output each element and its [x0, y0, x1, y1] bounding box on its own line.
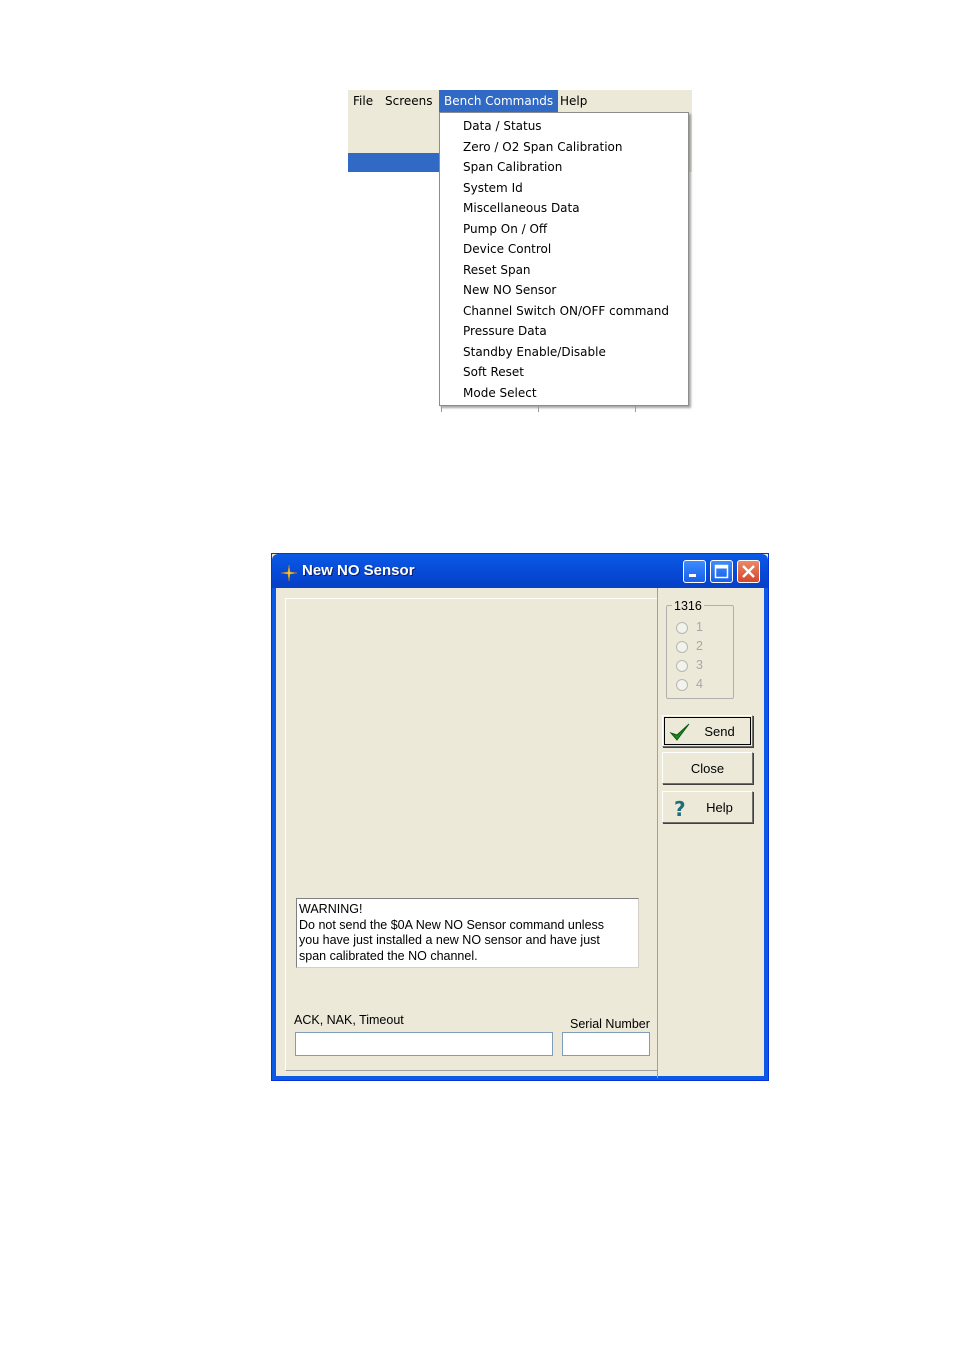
maximize-icon: [711, 561, 732, 582]
bench-commands-dropdown: [439, 112, 689, 406]
close-button-label: Close: [690, 761, 725, 776]
menu-item-mode-select[interactable]: Mode Select: [463, 385, 537, 400]
menu-bar: [348, 90, 692, 112]
menu-item-zero-o2-span-calibration[interactable]: Zero / O2 Span Calibration: [463, 139, 623, 154]
menu-item-data-status[interactable]: Data / Status: [463, 119, 542, 133]
radio-circle-icon: [676, 641, 688, 653]
help-button[interactable]: [662, 791, 753, 823]
window-frame-left: [272, 588, 276, 1080]
menu-file[interactable]: File: [353, 94, 374, 108]
send-button[interactable]: [662, 715, 753, 747]
menu-screenshot: [348, 90, 692, 412]
warning-line-2: Do not send the $0A New NO Sensor command unless: [299, 917, 605, 932]
menu-item-soft-reset[interactable]: Soft Reset: [463, 365, 525, 379]
menu-item-channel-switch[interactable]: Channel Switch ON/OFF command: [463, 303, 669, 318]
main-panel: [285, 598, 658, 1071]
radio-circle-icon: [676, 622, 688, 634]
minimize-icon: [684, 561, 705, 582]
radio-label: 1: [696, 620, 703, 634]
menu-bench-commands[interactable]: Bench Commands: [439, 90, 558, 112]
ack-label: ACK, NAK, Timeout: [294, 1013, 404, 1027]
close-window-button[interactable]: [737, 560, 760, 583]
warning-line-4: span calibrated the NO channel.: [299, 948, 478, 963]
app-sparkle-icon: [281, 565, 297, 581]
channel-radio-1[interactable]: [676, 620, 726, 636]
menu-item-span-calibration[interactable]: Span Calibration: [463, 160, 563, 174]
background-column-lines: [439, 406, 689, 412]
warning-line-3: you have just installed a new NO sensor and have just: [299, 933, 600, 947]
channel-radio-2[interactable]: [676, 639, 726, 655]
warning-line-1: WARNING!: [299, 902, 363, 916]
serial-number-field[interactable]: [562, 1032, 650, 1056]
radio-circle-icon: [676, 679, 688, 691]
menu-help[interactable]: Help: [560, 94, 588, 108]
maximize-button[interactable]: [710, 560, 733, 583]
help-button-label: Help: [706, 800, 733, 815]
menu-item-system-id[interactable]: System Id: [463, 180, 523, 195]
radio-label: 3: [696, 658, 703, 672]
dialog-title: New NO Sensor: [302, 562, 415, 579]
warning-text-box: [296, 898, 639, 968]
background-window: [348, 112, 440, 153]
channel-radio-4[interactable]: [676, 677, 726, 693]
svg-text:?: ?: [674, 797, 686, 819]
minimize-button[interactable]: [683, 560, 706, 583]
menu-item-pressure-data[interactable]: Pressure Data: [463, 324, 547, 338]
send-button-label: Send: [704, 724, 735, 739]
close-icon: [738, 561, 759, 582]
radio-label: 2: [696, 639, 703, 653]
menu-item-device-control[interactable]: Device Control: [463, 242, 552, 256]
menu-item-new-no-sensor[interactable]: New NO Sensor: [463, 283, 557, 297]
close-button[interactable]: [662, 752, 753, 784]
serial-number-label: Serial Number: [570, 1017, 650, 1031]
background-selection-bar: [348, 153, 440, 172]
menu-screens[interactable]: Screens: [385, 94, 433, 108]
menu-item-miscellaneous-data[interactable]: Miscellaneous Data: [463, 201, 580, 215]
new-no-sensor-dialog: [271, 553, 769, 1081]
radio-label: 4: [696, 677, 703, 691]
menu-item-standby-enable-disable[interactable]: Standby Enable/Disable: [463, 344, 606, 359]
channel-group-title: 1316: [674, 599, 702, 613]
radio-circle-icon: [676, 660, 688, 672]
title-bar[interactable]: [272, 554, 768, 588]
ack-field[interactable]: [295, 1032, 553, 1056]
channel-radio-3[interactable]: [676, 658, 726, 674]
menu-item-reset-span[interactable]: Reset Span: [463, 262, 531, 277]
menu-item-pump-on-off[interactable]: Pump On / Off: [463, 221, 548, 236]
